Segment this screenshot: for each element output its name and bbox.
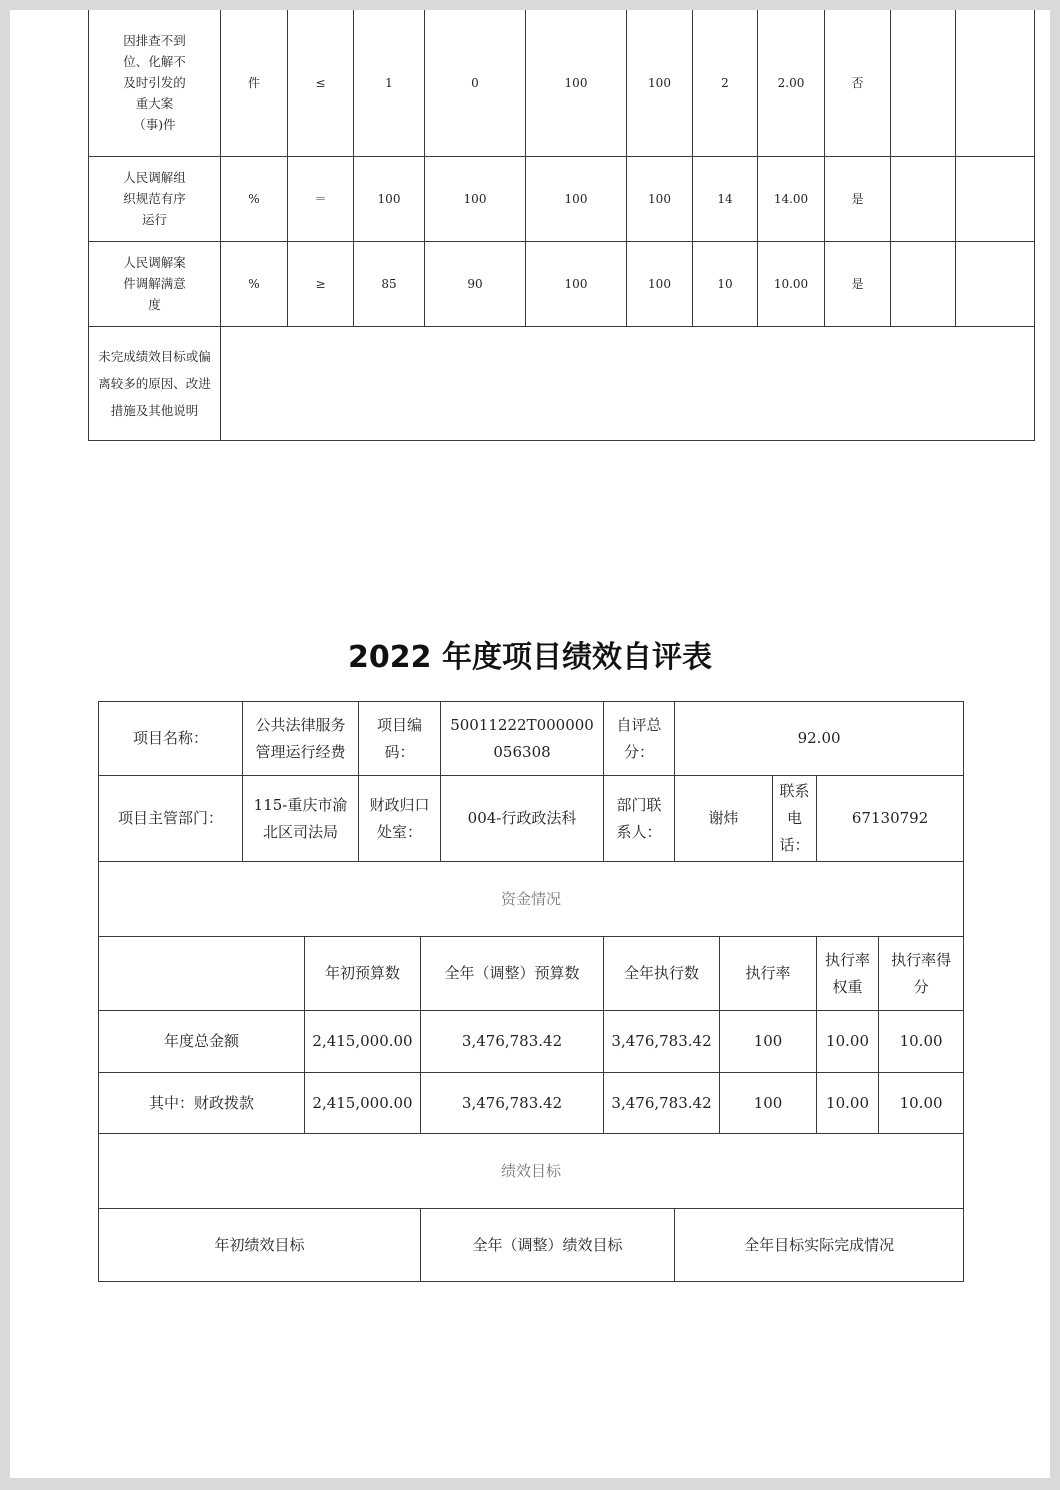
funds-header-blank: [99, 937, 305, 1011]
execution-rate-cell: 100: [720, 1073, 817, 1134]
department-value: 115-重庆市渝北区司法局: [243, 776, 359, 862]
finance-office-label: 财政归口处室：: [359, 776, 441, 862]
weight-cell: 2: [693, 10, 758, 156]
header-rate-score: 执行率得分: [879, 937, 964, 1011]
header-actual-completion: 全年目标实际完成情况: [675, 1209, 964, 1282]
project-evaluation-table: [98, 701, 964, 1282]
score-cell: 2.00: [758, 10, 825, 156]
executed-cell: 3,476,783.42: [604, 1073, 720, 1134]
project-code-label: 项目编码：: [359, 702, 441, 776]
self-score-label: 自评总分：: [604, 702, 675, 776]
rate-score-cell: 10.00: [879, 1073, 964, 1134]
unit-cell: %: [221, 156, 288, 241]
execution-rate-cell: 100: [720, 1011, 817, 1073]
table-row: [99, 1011, 964, 1073]
empty-cell: [956, 10, 1035, 156]
header-adjusted-goals: 全年（调整）绩效目标: [421, 1209, 675, 1282]
score-cell: 10.00: [758, 241, 825, 326]
completed-cell: 是: [825, 241, 891, 326]
table-row: [89, 10, 1035, 156]
header-executed: 全年执行数: [604, 937, 720, 1011]
value-cell: 100: [627, 10, 693, 156]
empty-cell: [956, 241, 1035, 326]
initial-budget-cell: 2,415,000.00: [305, 1073, 421, 1134]
empty-cell: [891, 10, 956, 156]
value-cell: 100: [627, 241, 693, 326]
executed-cell: 3,476,783.42: [604, 1011, 720, 1073]
operator-cell: ≥: [288, 241, 354, 326]
rate-weight-cell: 10.00: [817, 1073, 879, 1134]
project-name-label: 项目名称：: [99, 702, 243, 776]
indicator-name: 因排查不到位、化解不及时引发的重大案（事)件: [89, 10, 221, 156]
goals-header-row: [99, 1209, 964, 1282]
value-cell: 100: [526, 241, 627, 326]
completed-cell: 否: [825, 10, 891, 156]
adjusted-budget-cell: 3,476,783.42: [421, 1011, 604, 1073]
indicator-name: 人民调解案件调解满意度: [89, 241, 221, 326]
weight-cell: 10: [693, 241, 758, 326]
operator-cell: ＝: [288, 156, 354, 241]
unit-cell: %: [221, 241, 288, 326]
score-cell: 14.00: [758, 156, 825, 241]
target-cell: 1: [354, 10, 425, 156]
header-execution-rate: 执行率: [720, 937, 817, 1011]
value-cell: 100: [526, 10, 627, 156]
operator-cell: ≤: [288, 10, 354, 156]
funds-header-row: [99, 937, 964, 1011]
goals-section-row: [99, 1134, 964, 1209]
indicator-table-continuation: [88, 10, 1035, 441]
funds-section-title: 资金情况: [99, 862, 964, 937]
note-row: [89, 326, 1035, 440]
funds-section-row: [99, 862, 964, 937]
rate-score-cell: 10.00: [879, 1011, 964, 1073]
rate-weight-cell: 10.00: [817, 1011, 879, 1073]
phone-value: 67130792: [817, 776, 964, 862]
table-row: [89, 241, 1035, 326]
header-rate-weight: 执行率权重: [817, 937, 879, 1011]
finance-office-value: 004-行政政法科: [441, 776, 604, 862]
contact-value: 谢炜: [675, 776, 773, 862]
actual-cell: 100: [425, 156, 526, 241]
value-cell: 100: [526, 156, 627, 241]
phone-label: 联系电话：: [773, 776, 817, 862]
note-value: [221, 326, 1035, 440]
project-code-value: 50011222T000000056308: [441, 702, 604, 776]
header-initial-budget: 年初预算数: [305, 937, 421, 1011]
header-initial-goals: 年初绩效目标: [99, 1209, 421, 1282]
adjusted-budget-cell: 3,476,783.42: [421, 1073, 604, 1134]
target-cell: 85: [354, 241, 425, 326]
table-row: [99, 1073, 964, 1134]
document-page: [10, 10, 1050, 1478]
department-row: [99, 776, 964, 862]
self-score-value: 92.00: [675, 702, 964, 776]
empty-cell: [956, 156, 1035, 241]
initial-budget-cell: 2,415,000.00: [305, 1011, 421, 1073]
unit-cell: 件: [221, 10, 288, 156]
indicator-name: 人民调解组织规范有序运行: [89, 156, 221, 241]
weight-cell: 14: [693, 156, 758, 241]
actual-cell: 90: [425, 241, 526, 326]
page-title: 2022 年度项目绩效自评表: [348, 640, 712, 675]
contact-label: 部门联系人：: [604, 776, 675, 862]
row-label: 年度总金额: [99, 1011, 305, 1073]
row-label: 其中：财政拨款: [99, 1073, 305, 1134]
completed-cell: 是: [825, 156, 891, 241]
project-info-row: [99, 702, 964, 776]
note-label: 未完成绩效目标或偏离较多的原因、改进措施及其他说明: [89, 326, 221, 440]
table-row: [89, 156, 1035, 241]
empty-cell: [891, 156, 956, 241]
department-label: 项目主管部门：: [99, 776, 243, 862]
target-cell: 100: [354, 156, 425, 241]
value-cell: 100: [627, 156, 693, 241]
header-adjusted-budget: 全年（调整）预算数: [421, 937, 604, 1011]
project-name-value: 公共法律服务管理运行经费: [243, 702, 359, 776]
actual-cell: 0: [425, 10, 526, 156]
empty-cell: [891, 241, 956, 326]
goals-section-title: 绩效目标: [99, 1134, 964, 1209]
